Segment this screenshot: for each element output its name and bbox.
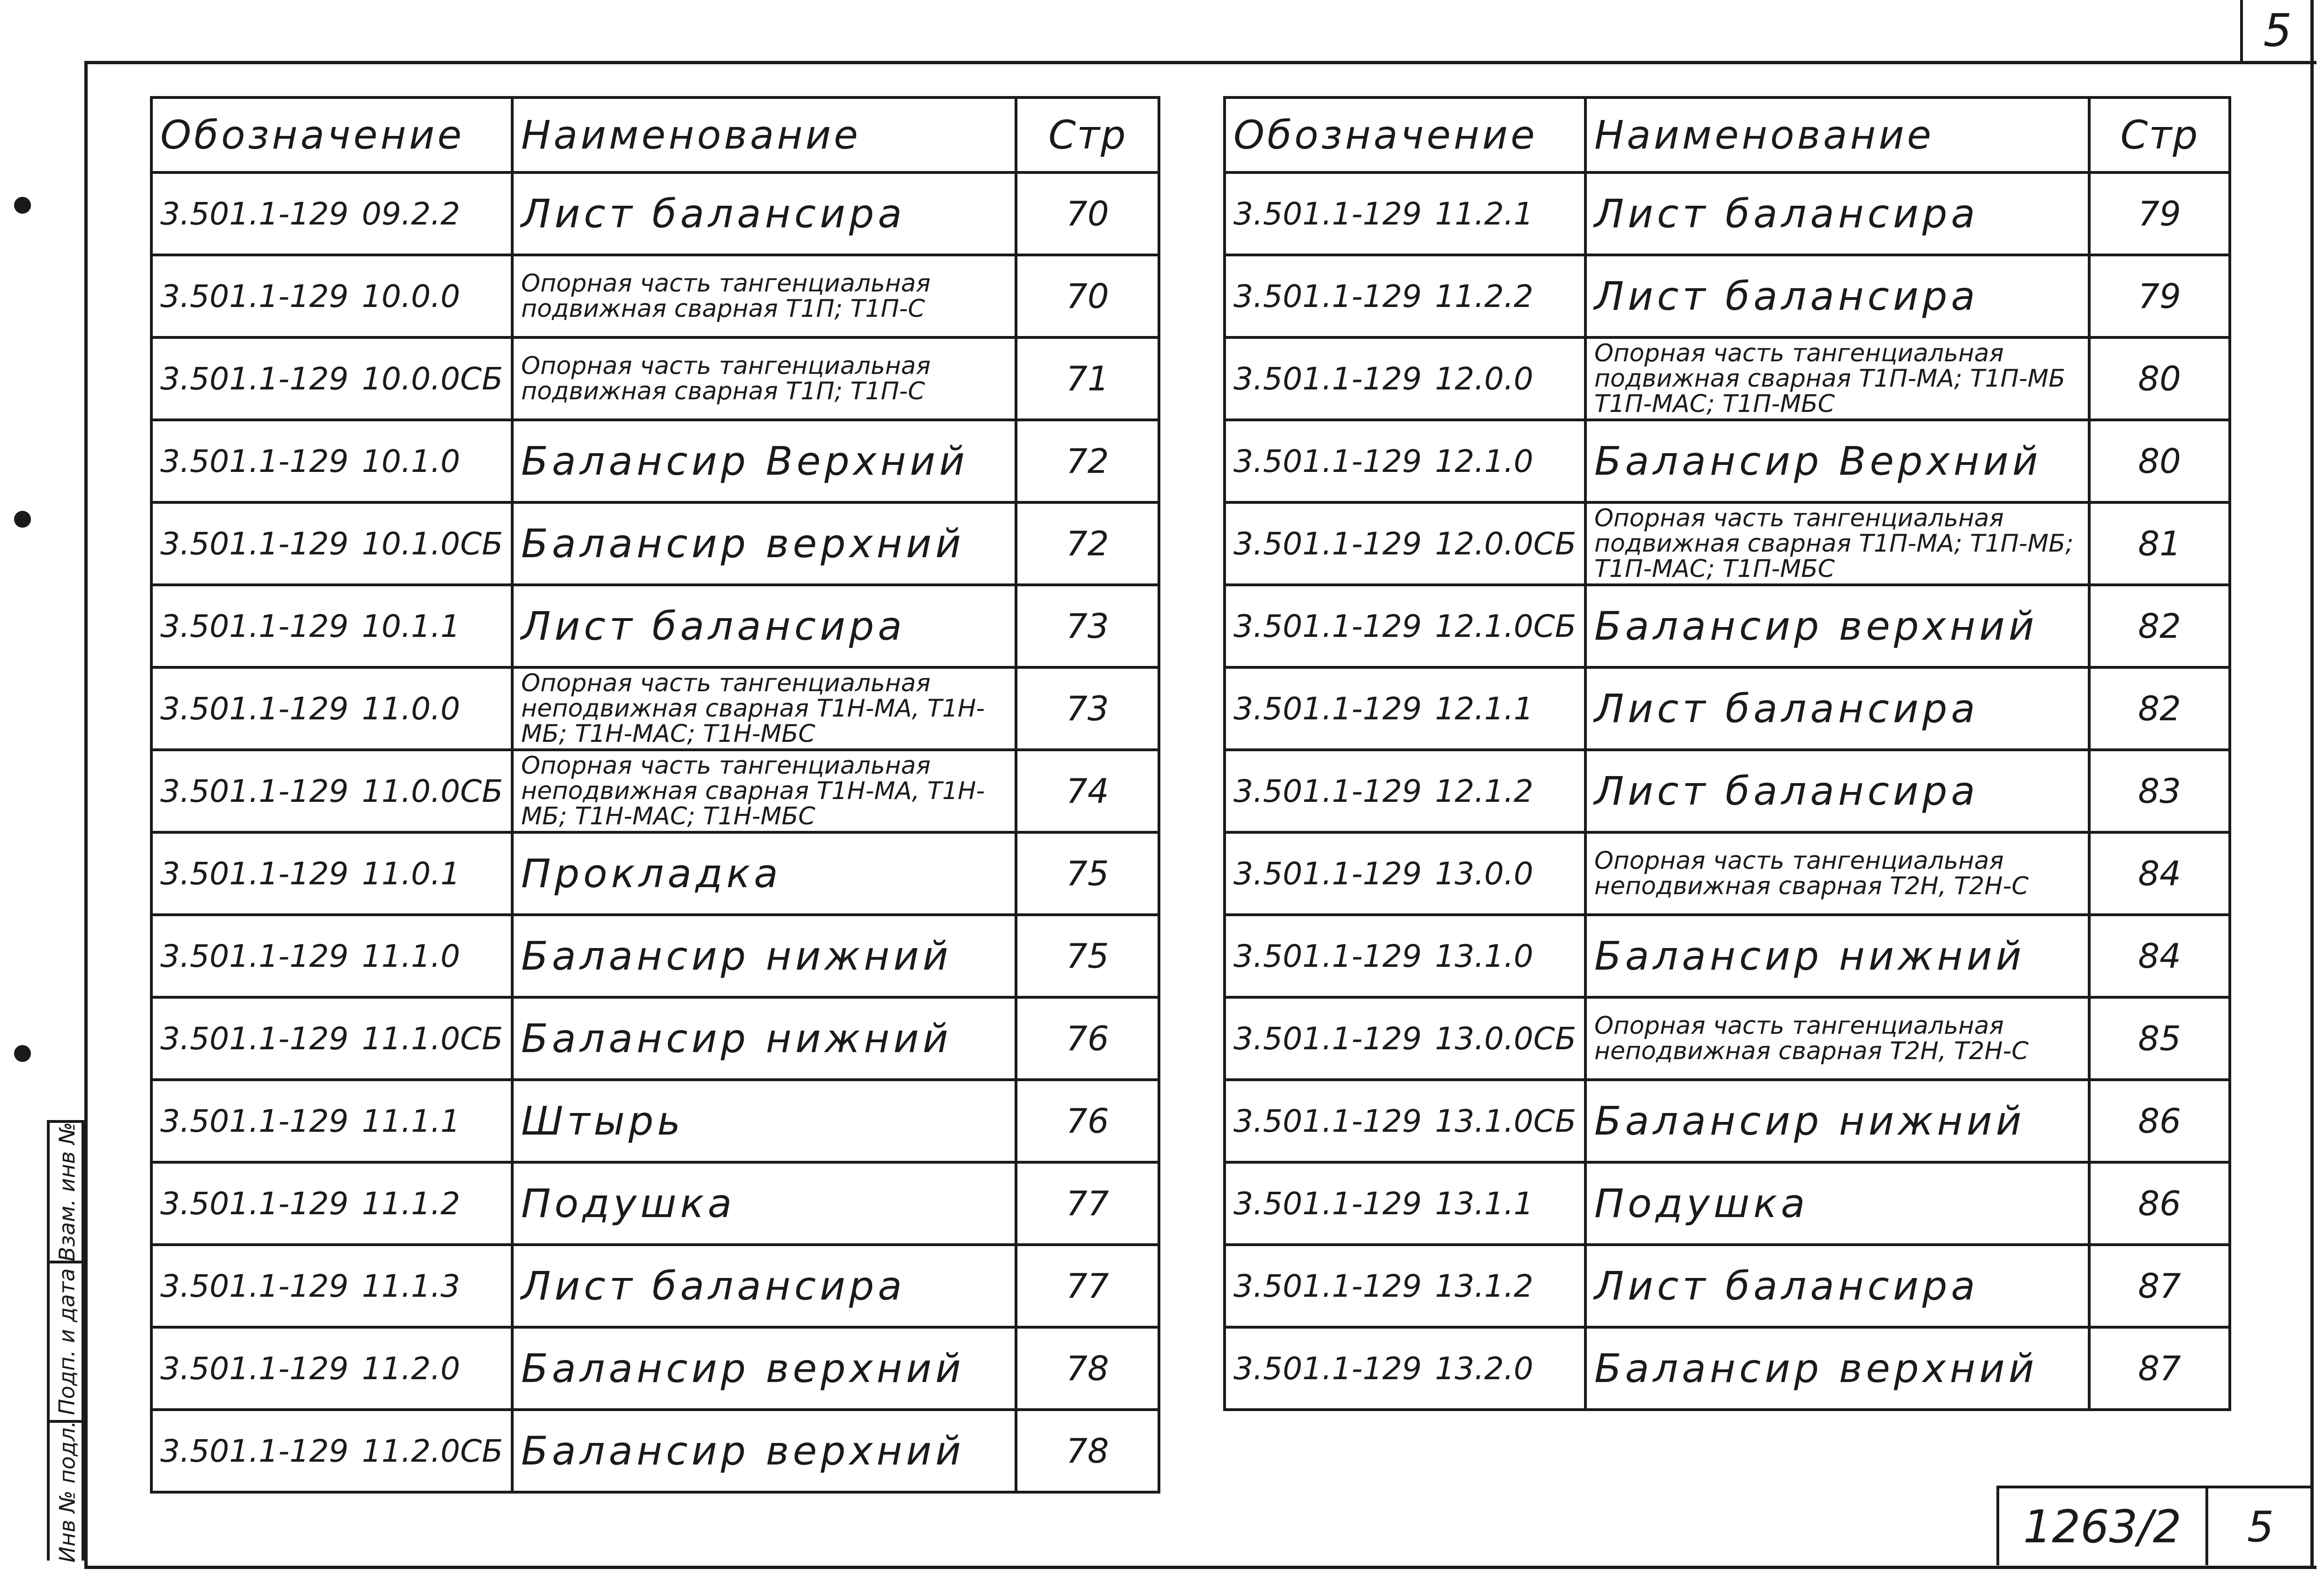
designation-code: 3.501.1-129 <box>1233 938 1422 974</box>
name-cell: Штырь <box>512 1080 1016 1162</box>
designation-sub: 13.1.0СБ <box>1435 1103 1577 1139</box>
name-cell: Лист балансира <box>512 1245 1016 1327</box>
designation-sub: 10.0.0 <box>362 278 460 314</box>
name-cell: Лист балансира <box>1585 1245 2089 1327</box>
index-table-left-body <box>151 172 1159 1492</box>
designation-sub: 13.1.2 <box>1435 1268 1533 1304</box>
name-cell: Прокладка <box>512 832 1016 915</box>
designation-cell <box>1225 750 1585 832</box>
designation-cell <box>1225 255 1585 337</box>
name-cell: Лист балансира <box>512 585 1016 667</box>
designation-code: 3.501.1-129 <box>160 1433 349 1469</box>
designation-code: 3.501.1-129 <box>160 1268 349 1304</box>
designation-cell <box>151 502 512 585</box>
designation-code: 3.501.1-129 <box>1233 690 1422 727</box>
designation-cell <box>1225 1245 1585 1327</box>
name-cell: Балансир верхний <box>1585 1327 2089 1410</box>
designation-sub: 12.1.0 <box>1435 443 1533 479</box>
name-cell: Опорная часть тангенциальная неподвижная сварная Т1Н-МА, Т1Н-МБ; Т1Н-МАС; Т1Н-МБС <box>512 750 1016 832</box>
side-stamp-replace-cell <box>47 1120 84 1261</box>
designation-sub: 13.2.0 <box>1435 1350 1533 1387</box>
designation-code: 3.501.1-129 <box>160 278 349 314</box>
side-stamp-inv-cell <box>47 1420 84 1561</box>
designation-sub: 10.1.1 <box>362 608 460 644</box>
page-cell: 73 <box>1016 585 1159 667</box>
table-row <box>151 750 1159 832</box>
designation-code: 3.501.1-129 <box>160 608 349 644</box>
page-cell: 86 <box>2089 1080 2230 1162</box>
page-cell: 70 <box>1016 172 1159 255</box>
designation-cell <box>1225 420 1585 502</box>
designation-code: 3.501.1-129 <box>160 1350 349 1387</box>
designation-code: 3.501.1-129 <box>1233 360 1422 397</box>
name-cell: Балансир Верхний <box>512 420 1016 502</box>
designation-sub: 11.1.3 <box>362 1268 460 1304</box>
name-cell: Опорная часть тангенциальная неподвижная сварная Т2Н, Т2Н-С <box>1585 832 2089 915</box>
designation-cell <box>151 667 512 750</box>
designation-sub: 13.1.0 <box>1435 938 1533 974</box>
page-cell: 82 <box>2089 585 2230 667</box>
side-stamp-sign-cell <box>47 1261 84 1420</box>
index-table-left <box>150 96 1160 1494</box>
side-stamp-inv: Инв № подл. <box>54 1420 80 1563</box>
name-cell: Опорная часть тангенциальная неподвижная сварная Т2Н, Т2Н-С <box>1585 997 2089 1080</box>
page-cell: 80 <box>2089 337 2230 420</box>
designation-code: 3.501.1-129 <box>160 525 349 562</box>
designation-sub: 10.1.0СБ <box>362 525 503 562</box>
name-cell: Балансир нижний <box>512 915 1016 997</box>
side-stamp <box>23 1120 84 1561</box>
designation-cell <box>1225 172 1585 255</box>
designation-sub: 11.2.1 <box>1435 195 1533 232</box>
designation-sub: 10.1.0 <box>362 443 460 479</box>
top-page-number: 5 <box>2263 4 2292 57</box>
table-row <box>151 255 1159 337</box>
designation-sub: 11.1.0СБ <box>362 1020 503 1057</box>
name-cell: Лист балансира <box>1585 172 2089 255</box>
designation-cell <box>151 832 512 915</box>
designation-sub: 11.2.0СБ <box>362 1433 503 1469</box>
designation-code: 3.501.1-129 <box>1233 278 1422 314</box>
designation-cell <box>151 1410 512 1492</box>
designation-sub: 13.0.0СБ <box>1435 1020 1577 1057</box>
table-row <box>1225 750 2230 832</box>
designation-cell <box>151 1327 512 1410</box>
page-cell: 76 <box>1016 997 1159 1080</box>
page-cell: 77 <box>1016 1245 1159 1327</box>
name-cell: Лист балансира <box>1585 667 2089 750</box>
side-stamp-sign: Подп. и дата <box>54 1268 80 1415</box>
table-row <box>151 337 1159 420</box>
header-page: Стр <box>2089 97 2230 172</box>
page-cell: 76 <box>1016 1080 1159 1162</box>
designation-code: 3.501.1-129 <box>1233 443 1422 479</box>
table-row <box>151 1327 1159 1410</box>
page-cell: 79 <box>2089 172 2230 255</box>
name-cell: Лист балансира <box>1585 750 2089 832</box>
designation-code: 3.501.1-129 <box>160 690 349 727</box>
page-cell: 85 <box>2089 997 2230 1080</box>
table-header-row <box>1225 97 2230 172</box>
page-cell: 71 <box>1016 337 1159 420</box>
table-row <box>151 502 1159 585</box>
name-cell: Балансир Верхний <box>1585 420 2089 502</box>
designation-sub: 11.1.0 <box>362 938 460 974</box>
header-name: Наименование <box>1585 97 2089 172</box>
designation-sub: 13.1.1 <box>1435 1185 1533 1222</box>
designation-cell <box>1225 1327 1585 1410</box>
page-cell: 82 <box>2089 667 2230 750</box>
name-cell: Балансир верхний <box>512 1327 1016 1410</box>
table-row <box>151 997 1159 1080</box>
header-designation: Обозначение <box>1225 97 1585 172</box>
stamp-sheet-number: 5 <box>2247 1502 2274 1552</box>
page-cell: 75 <box>1016 915 1159 997</box>
table-row <box>151 1410 1159 1492</box>
table-row <box>1225 337 2230 420</box>
name-cell: Подушка <box>512 1162 1016 1245</box>
designation-sub: 10.0.0СБ <box>362 360 503 397</box>
name-cell: Опорная часть тангенциальная подвижная сварная Т1П; Т1П-С <box>512 255 1016 337</box>
designation-code: 3.501.1-129 <box>1233 773 1422 809</box>
page-cell: 80 <box>2089 420 2230 502</box>
page-cell: 72 <box>1016 502 1159 585</box>
name-cell: Лист балансира <box>1585 255 2089 337</box>
designation-cell <box>151 255 512 337</box>
designation-sub: 12.1.2 <box>1435 773 1533 809</box>
designation-code: 3.501.1-129 <box>160 195 349 232</box>
page-cell: 83 <box>2089 750 2230 832</box>
table-row <box>151 420 1159 502</box>
designation-sub: 12.1.0СБ <box>1435 608 1577 644</box>
designation-cell <box>1225 337 1585 420</box>
designation-code: 3.501.1-129 <box>160 1020 349 1057</box>
name-cell: Балансир верхний <box>512 1410 1016 1492</box>
designation-sub: 11.1.1 <box>362 1103 460 1139</box>
header-page: Стр <box>1016 97 1159 172</box>
designation-code: 3.501.1-129 <box>160 855 349 892</box>
designation-cell <box>151 997 512 1080</box>
designation-cell <box>151 750 512 832</box>
designation-sub: 11.1.2 <box>362 1185 460 1222</box>
page-cell: 74 <box>1016 750 1159 832</box>
name-cell: Балансир нижний <box>1585 915 2089 997</box>
name-cell: Опорная часть тангенциальная подвижная сварная Т1П; Т1П-С <box>512 337 1016 420</box>
table-row <box>1225 255 2230 337</box>
table-row <box>1225 915 2230 997</box>
table-row <box>1225 1080 2230 1162</box>
designation-sub: 11.0.1 <box>362 855 460 892</box>
top-number-divider <box>2240 0 2243 61</box>
designation-code: 3.501.1-129 <box>1233 1350 1422 1387</box>
page-cell: 70 <box>1016 255 1159 337</box>
name-cell: Лист балансира <box>512 172 1016 255</box>
designation-sub: 11.0.0 <box>362 690 460 727</box>
name-cell: Опорная часть тангенциальная неподвижная сварная Т1Н-МА, Т1Н-МБ; Т1Н-МАС; Т1Н-МБС <box>512 667 1016 750</box>
designation-cell <box>1225 915 1585 997</box>
page-cell: 72 <box>1016 420 1159 502</box>
designation-sub: 09.2.2 <box>362 195 460 232</box>
designation-code: 3.501.1-129 <box>1233 855 1422 892</box>
designation-sub: 12.1.1 <box>1435 690 1533 727</box>
binding-hole <box>14 511 31 528</box>
page-cell: 78 <box>1016 1410 1159 1492</box>
table-row <box>1225 1327 2230 1410</box>
page-cell: 79 <box>2089 255 2230 337</box>
designation-sub: 13.0.0 <box>1435 855 1533 892</box>
index-table-right <box>1223 96 2231 1411</box>
title-stamp <box>1996 1486 2313 1565</box>
table-row <box>151 667 1159 750</box>
designation-cell <box>151 915 512 997</box>
binding-hole <box>14 1045 31 1062</box>
designation-code: 3.501.1-129 <box>160 1185 349 1222</box>
designation-cell <box>1225 1162 1585 1245</box>
designation-code: 3.501.1-129 <box>1233 1268 1422 1304</box>
designation-cell <box>151 1162 512 1245</box>
designation-code: 3.501.1-129 <box>1233 608 1422 644</box>
table-row <box>1225 1245 2230 1327</box>
index-table-right-body <box>1225 172 2230 1410</box>
page-cell: 87 <box>2089 1245 2230 1327</box>
designation-cell <box>1225 1080 1585 1162</box>
designation-sub: 11.2.2 <box>1435 278 1533 314</box>
table-row <box>1225 997 2230 1080</box>
table-row <box>1225 172 2230 255</box>
table-row <box>1225 832 2230 915</box>
designation-cell <box>1225 585 1585 667</box>
designation-sub: 11.2.0 <box>362 1350 460 1387</box>
table-row <box>151 1245 1159 1327</box>
name-cell: Балансир нижний <box>512 997 1016 1080</box>
designation-cell <box>1225 997 1585 1080</box>
page-cell: 84 <box>2089 832 2230 915</box>
designation-code: 3.501.1-129 <box>160 1103 349 1139</box>
designation-sub: 12.0.0 <box>1435 360 1533 397</box>
table-row <box>1225 667 2230 750</box>
table-row <box>151 832 1159 915</box>
designation-sub: 11.0.0СБ <box>362 773 503 809</box>
designation-cell <box>1225 667 1585 750</box>
designation-code: 3.501.1-129 <box>1233 1185 1422 1222</box>
table-row <box>151 915 1159 997</box>
page-cell: 78 <box>1016 1327 1159 1410</box>
table-row <box>151 1080 1159 1162</box>
designation-code: 3.501.1-129 <box>160 773 349 809</box>
designation-code: 3.501.1-129 <box>1233 195 1422 232</box>
name-cell: Балансир нижний <box>1585 1080 2089 1162</box>
table-row <box>1225 502 2230 585</box>
table-row <box>151 585 1159 667</box>
table-row <box>1225 585 2230 667</box>
name-cell: Балансир верхний <box>512 502 1016 585</box>
table-row <box>1225 1162 2230 1245</box>
designation-code: 3.501.1-129 <box>1233 525 1422 562</box>
name-cell: Подушка <box>1585 1162 2089 1245</box>
page-cell: 75 <box>1016 832 1159 915</box>
table-row <box>151 1162 1159 1245</box>
designation-code: 3.501.1-129 <box>1233 1103 1422 1139</box>
designation-cell <box>1225 502 1585 585</box>
table-header-row <box>151 97 1159 172</box>
designation-sub: 12.0.0СБ <box>1435 525 1577 562</box>
designation-cell <box>151 585 512 667</box>
binding-hole <box>14 197 31 214</box>
name-cell: Опорная часть тангенциальная подвижная сварная Т1П-МА; Т1П-МБ; Т1П-МАС; Т1П-МБС <box>1585 502 2089 585</box>
page-cell: 86 <box>2089 1162 2230 1245</box>
designation-code: 3.501.1-129 <box>1233 1020 1422 1057</box>
table-row <box>1225 420 2230 502</box>
designation-cell <box>1225 832 1585 915</box>
stamp-document-number: 1263/2 <box>1999 1488 2208 1565</box>
name-cell: Опорная часть тангенциальная подвижная сварная Т1П-МА; Т1П-МБ Т1П-МАС; Т1П-МБС <box>1585 337 2089 420</box>
frame-right-edge <box>2310 0 2314 1569</box>
page-cell: 73 <box>1016 667 1159 750</box>
name-cell: Балансир верхний <box>1585 585 2089 667</box>
page-cell: 77 <box>1016 1162 1159 1245</box>
header-designation: Обозначение <box>151 97 512 172</box>
designation-cell <box>151 420 512 502</box>
page-cell: 84 <box>2089 915 2230 997</box>
designation-cell <box>151 172 512 255</box>
designation-code: 3.501.1-129 <box>160 443 349 479</box>
designation-cell <box>151 337 512 420</box>
designation-code: 3.501.1-129 <box>160 360 349 397</box>
table-row <box>151 172 1159 255</box>
designation-cell <box>151 1080 512 1162</box>
designation-code: 3.501.1-129 <box>160 938 349 974</box>
page-cell: 87 <box>2089 1327 2230 1410</box>
page-cell: 81 <box>2089 502 2230 585</box>
designation-cell <box>151 1245 512 1327</box>
side-stamp-replace: Взам. инв № <box>54 1122 80 1262</box>
header-name: Наименование <box>512 97 1016 172</box>
